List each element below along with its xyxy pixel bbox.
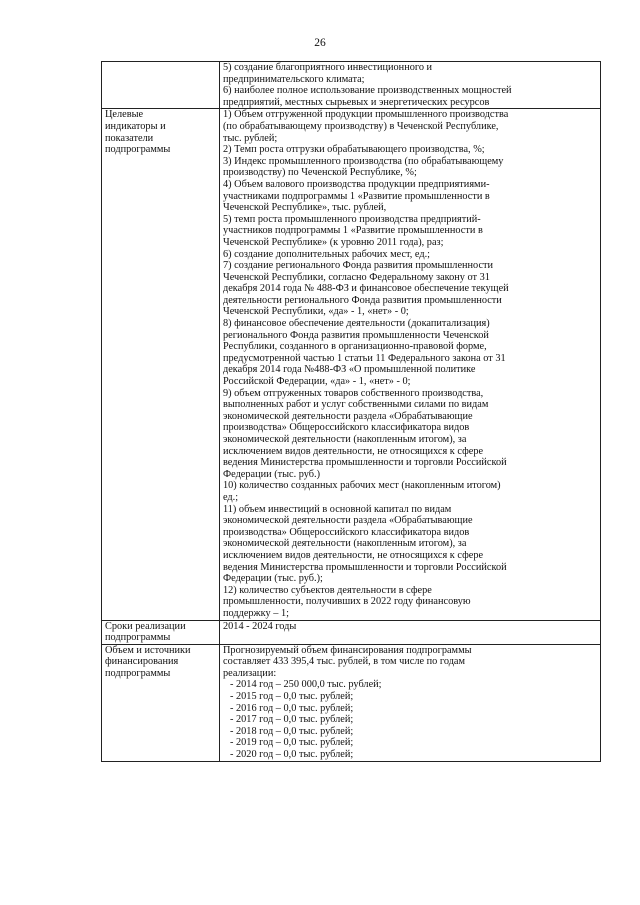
table-row xyxy=(102,620,601,644)
content-line: Прогнозируемый объем финансирования подпрограммы xyxy=(223,644,472,656)
content-line: исключением видов деятельности, не относящихся к сфере xyxy=(223,549,484,561)
label-line: Целевые xyxy=(105,109,144,121)
content-line: Федерации (тыс. руб.) xyxy=(223,468,321,480)
content-line: - 2016 год – 0,0 тыс. рублей; xyxy=(230,702,354,714)
passport-table xyxy=(101,61,601,762)
content-line: ед.; xyxy=(223,491,239,503)
content-line: - 2018 год – 0,0 тыс. рублей; xyxy=(230,725,354,737)
content-line: деятельности регионального Фонда развития промышленности xyxy=(223,294,502,306)
content-line: 1) Объем отгруженной продукции промышленного производства xyxy=(223,109,509,121)
content-line: 12) количество субъектов деятельности в сфере xyxy=(223,584,432,596)
label-line: Сроки реализации xyxy=(105,620,186,632)
content-line: декабря 2014 года №488-ФЗ «О промышленной политике xyxy=(223,364,476,376)
content-line: ведения Министерства промышленности и торговли Российской xyxy=(223,561,507,573)
content-line: участников подпрограммы 1 «Развитие промышленности в xyxy=(223,225,483,237)
content-line: производства» Общероссийского классификатора видов xyxy=(223,422,470,434)
label-line: финансирования xyxy=(105,656,179,668)
label-line: показатели xyxy=(105,132,154,144)
content-line: экономической деятельности раздела «Обрабатывающие xyxy=(223,410,473,422)
content-line: Чеченской Республике», тыс. рублей, xyxy=(223,202,387,214)
row-content-cell xyxy=(220,62,601,109)
content-line: 10) количество созданных рабочих мест (накопленным итогом) xyxy=(223,480,501,492)
content-line: 8) финансовое обеспечение деятельности (докапитализация) xyxy=(223,318,490,330)
row-label-cell xyxy=(102,62,220,109)
content-line: (по обрабатывающему производству) в Чеченской Республике, xyxy=(223,120,499,132)
content-line: предприятий, местных сырьевых и энергетических ресурсов xyxy=(223,96,490,108)
table-row xyxy=(102,62,601,109)
content-line: 6) создание дополнительных рабочих мест, ед.; xyxy=(223,248,430,260)
content-line: 5) создание благоприятного инвестиционного и xyxy=(223,62,433,73)
content-line: 11) объем инвестиций в основной капитал по видам xyxy=(223,503,452,515)
row-content-cell xyxy=(220,109,601,620)
row-content-cell xyxy=(220,620,601,644)
content-line: промышленности, получивших в 2022 году финансовую xyxy=(223,596,471,608)
content-line: исключением видов деятельности, не относящихся к сфере xyxy=(223,445,484,457)
table-row xyxy=(102,644,601,761)
content-line: экономической деятельности (накопленным итогом), за xyxy=(223,538,467,550)
table-row xyxy=(102,109,601,620)
content-line: - 2015 год – 0,0 тыс. рублей; xyxy=(230,691,354,703)
content-line: Чеченской Республике» (к уровню 2011 года), раз; xyxy=(223,236,444,248)
content-line: производства» Общероссийского классификатора видов xyxy=(223,526,470,538)
content-line: 9) объем отгруженных товаров собственного производства, xyxy=(223,387,484,399)
content-line: выполненных работ и услуг собственными силами по видам xyxy=(223,399,489,411)
label-line: подпрограммы xyxy=(105,667,171,679)
row-label-cell xyxy=(102,644,220,761)
content-line: составляет 433 395,4 тыс. рублей, в том числе по годам xyxy=(223,656,466,668)
content-line: - 2014 год – 250 000,0 тыс. рублей; xyxy=(230,679,382,691)
content-line: 3) Индекс промышленного производства (по обрабатывающему xyxy=(223,155,504,167)
content-line: 4) Объем валового производства продукции предприятиями- xyxy=(223,178,490,190)
content-line: экономической деятельности раздела «Обрабатывающие xyxy=(223,515,473,527)
content-line: - 2019 год – 0,0 тыс. рублей; xyxy=(230,737,354,749)
label-line: подпрограммы xyxy=(105,144,171,156)
content-line: 6) наиболее полное использование производственных мощностей xyxy=(223,85,512,97)
content-line: тыс. рублей; xyxy=(223,132,278,144)
content-line: - 2017 год – 0,0 тыс. рублей; xyxy=(230,714,354,726)
content-line: реализации: xyxy=(223,667,277,679)
content-line: регионального Фонда развития промышленности Чеченской xyxy=(223,329,489,341)
content-line: 5) темп роста промышленного производства предприятий- xyxy=(223,213,481,225)
label-line: Объем и источники xyxy=(105,644,191,656)
content-line: производству) по Чеченской Республике, %; xyxy=(223,167,417,179)
content-line: 2) Темп роста отгрузки обрабатывающего производства, %; xyxy=(223,144,485,156)
content-line: 7) создание регионального Фонда развития промышленности xyxy=(223,260,494,272)
content-line: Федерации (тыс. руб.); xyxy=(223,573,323,585)
content-line: - 2020 год – 0,0 тыс. рублей; xyxy=(230,749,354,761)
content-line: предпринимательского климата; xyxy=(223,73,365,85)
row-label-cell xyxy=(102,109,220,620)
content-line: участниками подпрограммы 1 «Развитие промышленности в xyxy=(223,190,490,202)
content-line: 2014 - 2024 годы xyxy=(223,620,297,632)
label-line: подпрограммы xyxy=(105,632,171,644)
label-line: индикаторы и xyxy=(105,120,166,132)
content-line: предусмотренной частью 1 статьи 11 Федерального закона от 31 xyxy=(223,352,506,364)
content-line: декабря 2014 года № 488-ФЗ и финансовое обеспечение текущей xyxy=(223,283,509,295)
content-line: экономической деятельности (накопленным итогом), за xyxy=(223,434,467,445)
content-line: Республики, созданного в организационно-правовой форме, xyxy=(223,341,487,353)
content-line: ведения Министерства промышленности и торговли Российской xyxy=(223,457,507,469)
content-line: Чеченской Республики, «да» - 1, «нет» - 0; xyxy=(223,306,409,318)
row-label-cell xyxy=(102,620,220,644)
row-content-cell xyxy=(220,644,601,761)
page-number: 26 xyxy=(314,37,326,49)
content-line: поддержку – 1; xyxy=(223,607,289,619)
content-line: Российской Федерации, «да» - 1, «нет» - 0; xyxy=(223,376,411,388)
content-line: Чеченской Республики, согласно Федеральному закону от 31 xyxy=(223,271,490,283)
